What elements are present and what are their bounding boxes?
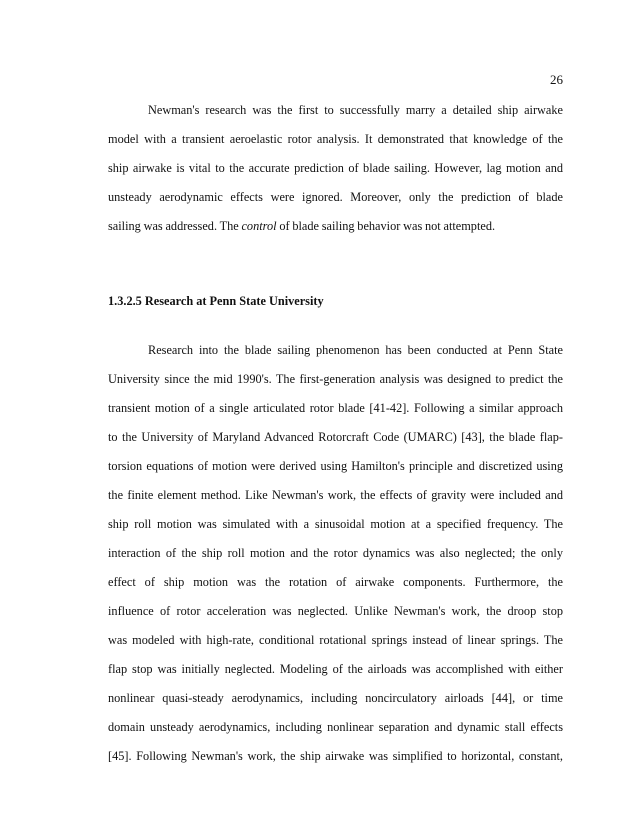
page-body bbox=[108, 96, 563, 771]
text-line: ship airwake is vital to the accurate prediction of blade sailing. However, lag motion and bbox=[108, 161, 563, 175]
text-line: nonlinear quasi-steady aerodynamics, including noncirculatory airloads [44], or time bbox=[108, 691, 563, 705]
text-line: was modeled with high-rate, conditional rotational springs instead of linear springs. The bbox=[108, 633, 563, 647]
text-line: torsion equations of motion were derived using Hamilton's principle and discretized using bbox=[108, 459, 563, 473]
text-line: model with a transient aeroelastic rotor analysis. It demonstrated that knowledge of the bbox=[108, 132, 563, 146]
text-line: interaction of the ship roll motion and the rotor dynamics was also neglected; the only bbox=[108, 546, 563, 560]
text-line: ship roll motion was simulated with a sinusoidal motion at a specified frequency. The bbox=[108, 517, 563, 531]
text-line: [45]. Following Newman's work, the ship airwake was simplified to horizontal, constant, bbox=[108, 749, 563, 763]
text-line: to the University of Maryland Advanced Rotorcraft Code (UMARC) [43], the blade flap- bbox=[108, 430, 563, 444]
emphasized-word: control bbox=[241, 219, 277, 233]
text-line: the finite element method. Like Newman's work, the effects of gravity were included and bbox=[108, 488, 563, 502]
text-line: domain unsteady aerodynamics, including nonlinear separation and dynamic stall effects bbox=[108, 720, 563, 734]
paragraph-penn-state bbox=[108, 336, 563, 771]
text-line: unsteady aerodynamic effects were ignored. Moreover, only the prediction of blade bbox=[108, 190, 563, 204]
text-line: University since the mid 1990's. The first-generation analysis was designed to predict the bbox=[108, 372, 563, 386]
section-heading: 1.3.2.5 Research at Penn State University bbox=[108, 294, 324, 308]
text-line: Newman's research was the first to successfully marry a detailed ship airwake bbox=[148, 103, 563, 117]
text-line bbox=[108, 212, 563, 241]
text-line: influence of rotor acceleration was neglected. Unlike Newman's work, the droop stop bbox=[108, 604, 563, 618]
page-number: 26 bbox=[550, 72, 563, 87]
text-line: flap stop was initially neglected. Modeling of the airloads was accomplished with either bbox=[108, 662, 563, 676]
text-line: Research into the blade sailing phenomenon has been conducted at Penn State bbox=[148, 343, 563, 357]
text-run: of blade sailing behavior was not attempted. bbox=[276, 219, 496, 233]
paragraph-newman bbox=[108, 96, 563, 241]
text-line: effect of ship motion was the rotation of airwake components. Furthermore, the bbox=[108, 575, 563, 589]
text-run: sailing was addressed. The bbox=[108, 219, 242, 233]
text-line: transient motion of a single articulated rotor blade [41-42]. Following a similar approach bbox=[108, 401, 563, 415]
